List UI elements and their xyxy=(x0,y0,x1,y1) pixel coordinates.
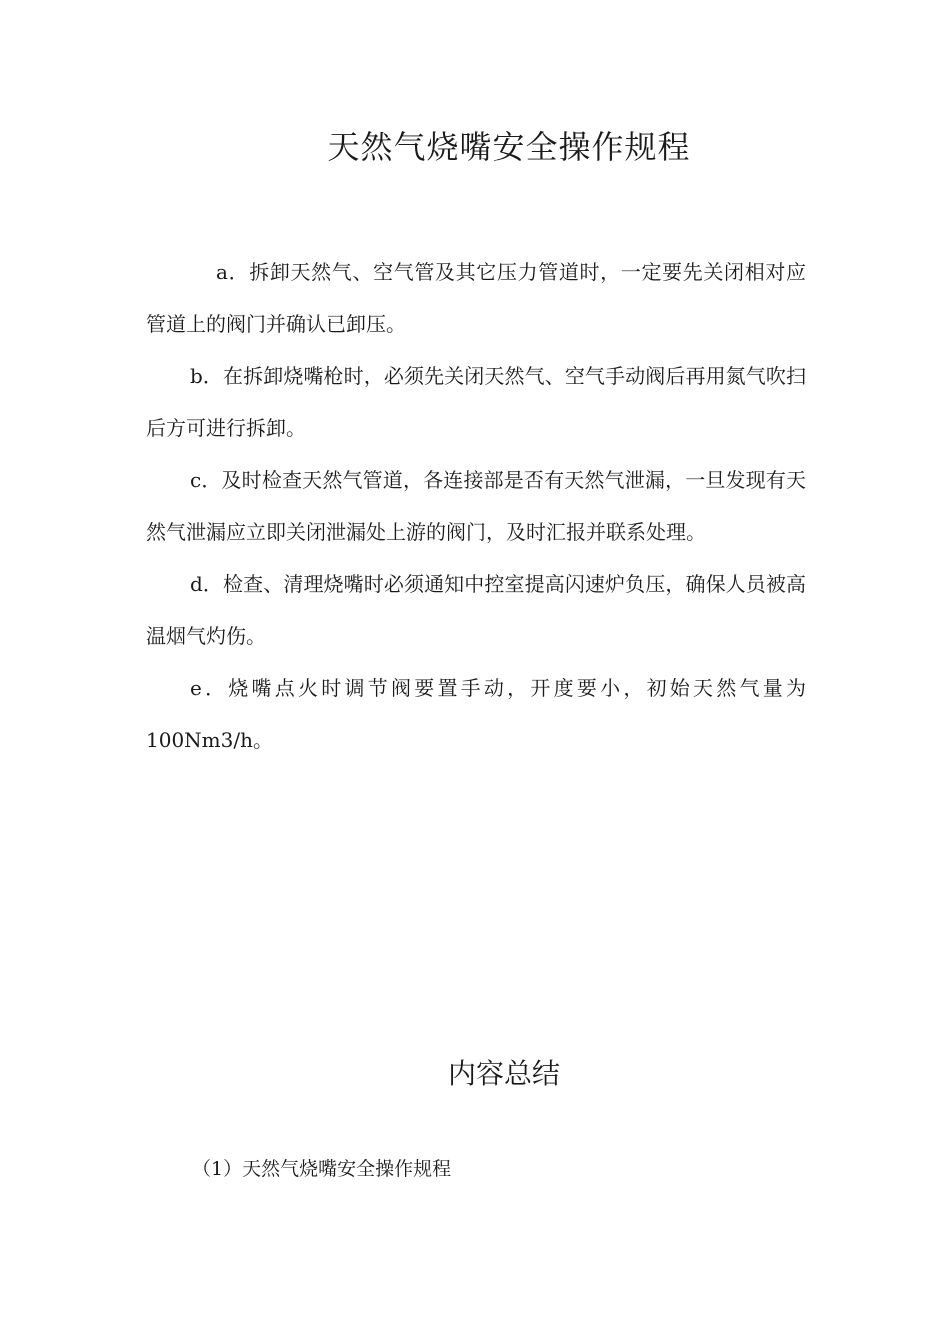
paragraph-d: d．检查、清理烧嘴时必须通知中控室提高闪速炉负压，确保人员被高温烟气灼伤。 xyxy=(146,572,806,648)
summary-item: （1）天然气烧嘴安全操作规程 xyxy=(192,1158,452,1180)
paragraph-b: b．在拆卸烧嘴枪时，必须先关闭天然气、空气手动阀后再用氮气吹扫后方可进行拆卸。 xyxy=(146,364,806,440)
document-title: 天然气烧嘴安全操作规程 xyxy=(327,128,691,166)
summary-title: 内容总结 xyxy=(447,1057,560,1090)
paragraph-e: e．烧嘴点火时调节阀要置手动，开度要小，初始天然气量为100Nm3/h。 xyxy=(146,676,806,752)
paragraph-a: a．拆卸天然气、空气管及其它压力管道时，一定要先关闭相对应管道上的阀门并确认已卸压。 xyxy=(146,260,806,336)
document-body xyxy=(146,246,806,766)
paragraph-c: c．及时检查天然气管道，各连接部是否有天然气泄漏，一旦发现有天然气泄漏应立即关闭泄漏处上游的阀门，及时汇报并联系处理。 xyxy=(146,468,806,544)
